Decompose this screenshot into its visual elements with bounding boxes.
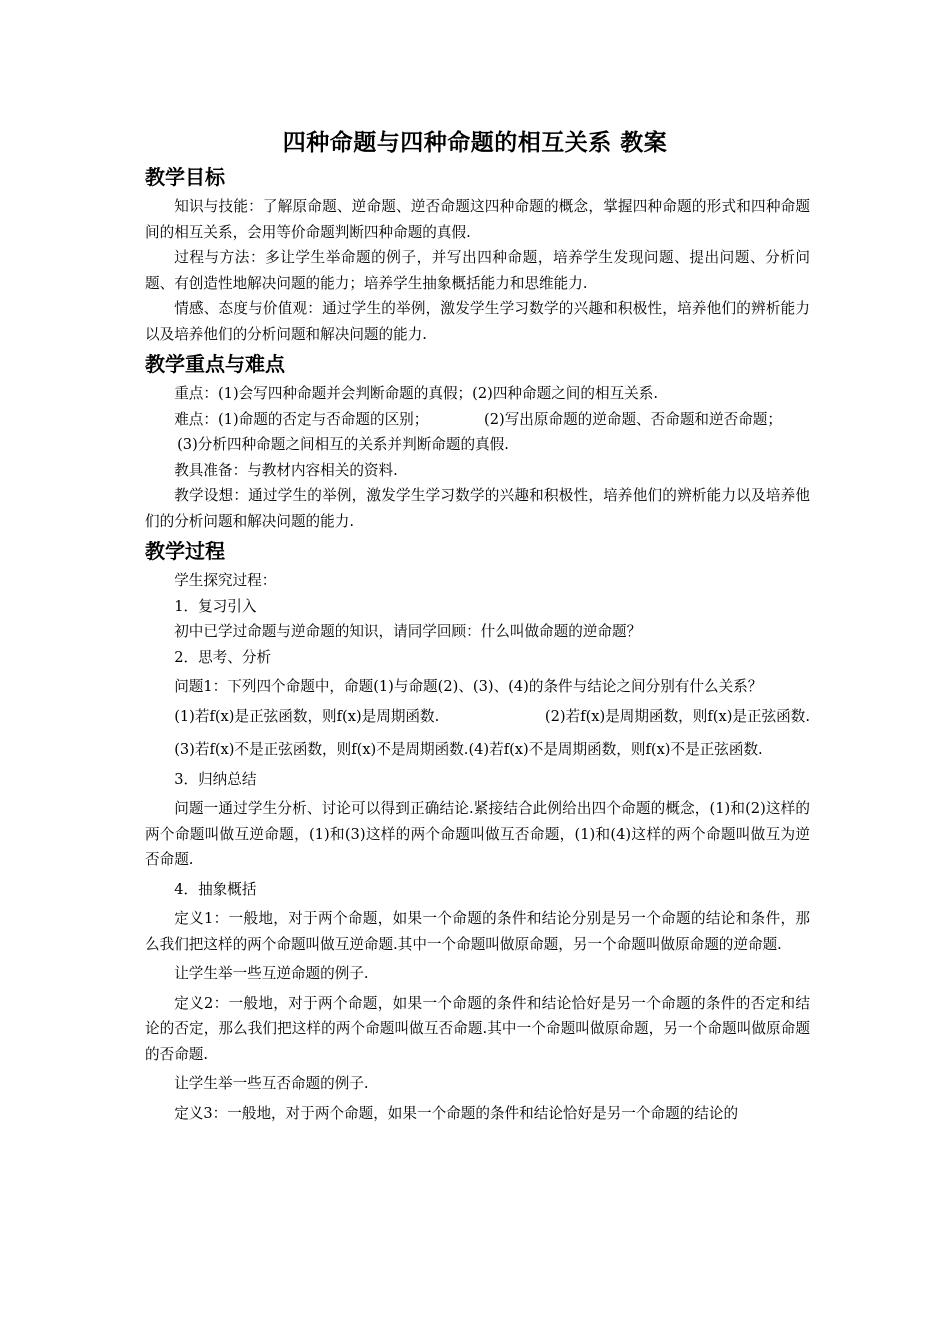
section-heading-process: 教学过程: [145, 539, 225, 563]
paragraph: (3)若f(x)不是正弦函数，则f(x)不是周期函数.(4)若f(x)不是周期函数，则f(x)不是正弦函数.: [174, 741, 763, 758]
paragraph: 重点：(1)会写四种命题并会判断命题的真假；(2)四种命题之间的相互关系.: [174, 385, 658, 402]
proposition-row: [145, 704, 810, 730]
document-body: [145, 160, 810, 1126]
paragraph: 定义3：一般地，对于两个命题，如果一个命题的条件和结论恰好是另一个命题的结论的: [174, 1104, 739, 1122]
paragraph: 问题1：下列四个命题中，命题(1)与命题(2)、(3)、(4)的条件与结论之间分别有什么关系？: [174, 678, 763, 695]
paragraph: 2．思考、分析: [174, 648, 272, 666]
section-heading-key-points: 教学重点与难点: [145, 352, 285, 376]
paragraph: (3)分析四种命题之间相互的关系并判断命题的真假.: [177, 436, 509, 453]
paragraph: 定义2：一般地，对于两个命题，如果一个命题的条件和结论恰好是另一个命题的条件的否定和结论的否定，那么我们把这样的两个命题叫做互否命题.其中一个命题叫做原命题，另一个命题叫做原命题的否命题.: [145, 994, 810, 1063]
paragraph: 难点：(1)命题的否定与否命题的区别； (2)写出原命题的逆命题、否命题和逆否命题；: [174, 410, 782, 428]
paragraph: 让学生举一些互否命题的例子.: [174, 1075, 369, 1092]
page-title: 四种命题与四种命题的相互关系 教案: [282, 130, 668, 156]
paragraph: 情感、态度与价值观：通过学生的举例，激发学生学习数学的兴趣和积极性，培养他们的辨析能力以及培养他们的分析问题和解决问题的能力.: [145, 300, 810, 343]
proposition-1: (1)若f(x)是正弦函数，则f(x)是周期函数.: [174, 707, 440, 725]
paragraph: 学生探究过程：: [174, 572, 277, 589]
paragraph: 让学生举一些互逆命题的例子.: [174, 965, 369, 982]
proposition-2: (2)若f(x)是周期函数，则f(x)是正弦函数.: [544, 707, 810, 725]
paragraph: 4．抽象概括: [174, 880, 257, 898]
paragraph: 过程与方法：多让学生举命题的例子，并写出四种命题，培养学生发现问题、提出问题、分析问题、有创造性地解决问题的能力；培养学生抽象概括能力和思维能力.: [145, 249, 810, 292]
paragraph: 初中已学过命题与逆命题的知识，请同学回顾：什么叫做命题的逆命题？: [174, 623, 642, 640]
paragraph: 知识与技能：了解原命题、逆命题、逆否命题这四种命题的概念，掌握四种命题的形式和四种命题间的相互关系，会用等价命题判断四种命题的真假.: [145, 198, 810, 241]
paragraph: 3．归纳总结: [174, 770, 257, 788]
paragraph: 问题一通过学生分析、讨论可以得到正确结论.紧接结合此例给出四个命题的概念，(1)和(2)这样的两个命题叫做互逆命题，(1)和(3)这样的两个命题叫做互否命题，(1)和(4)这样的两个命题叫做互为逆否命题.: [145, 800, 810, 868]
paragraph: 教具准备：与教材内容相关的资料.: [174, 461, 398, 479]
paragraph: 定义1：一般地，对于两个命题，如果一个命题的条件和结论分别是另一个命题的结论和条件，那么我们把这样的两个命题叫做互逆命题.其中一个命题叫做原命题，另一个命题叫做原命题的逆命题.: [145, 910, 810, 953]
paragraph: 1．复习引入: [174, 597, 257, 615]
section-heading-objectives: 教学目标: [145, 165, 225, 189]
paragraph: 教学设想：通过学生的举例，激发学生学习数学的兴趣和积极性，培养他们的辨析能力以及培养他们的分析问题和解决问题的能力.: [145, 487, 810, 530]
